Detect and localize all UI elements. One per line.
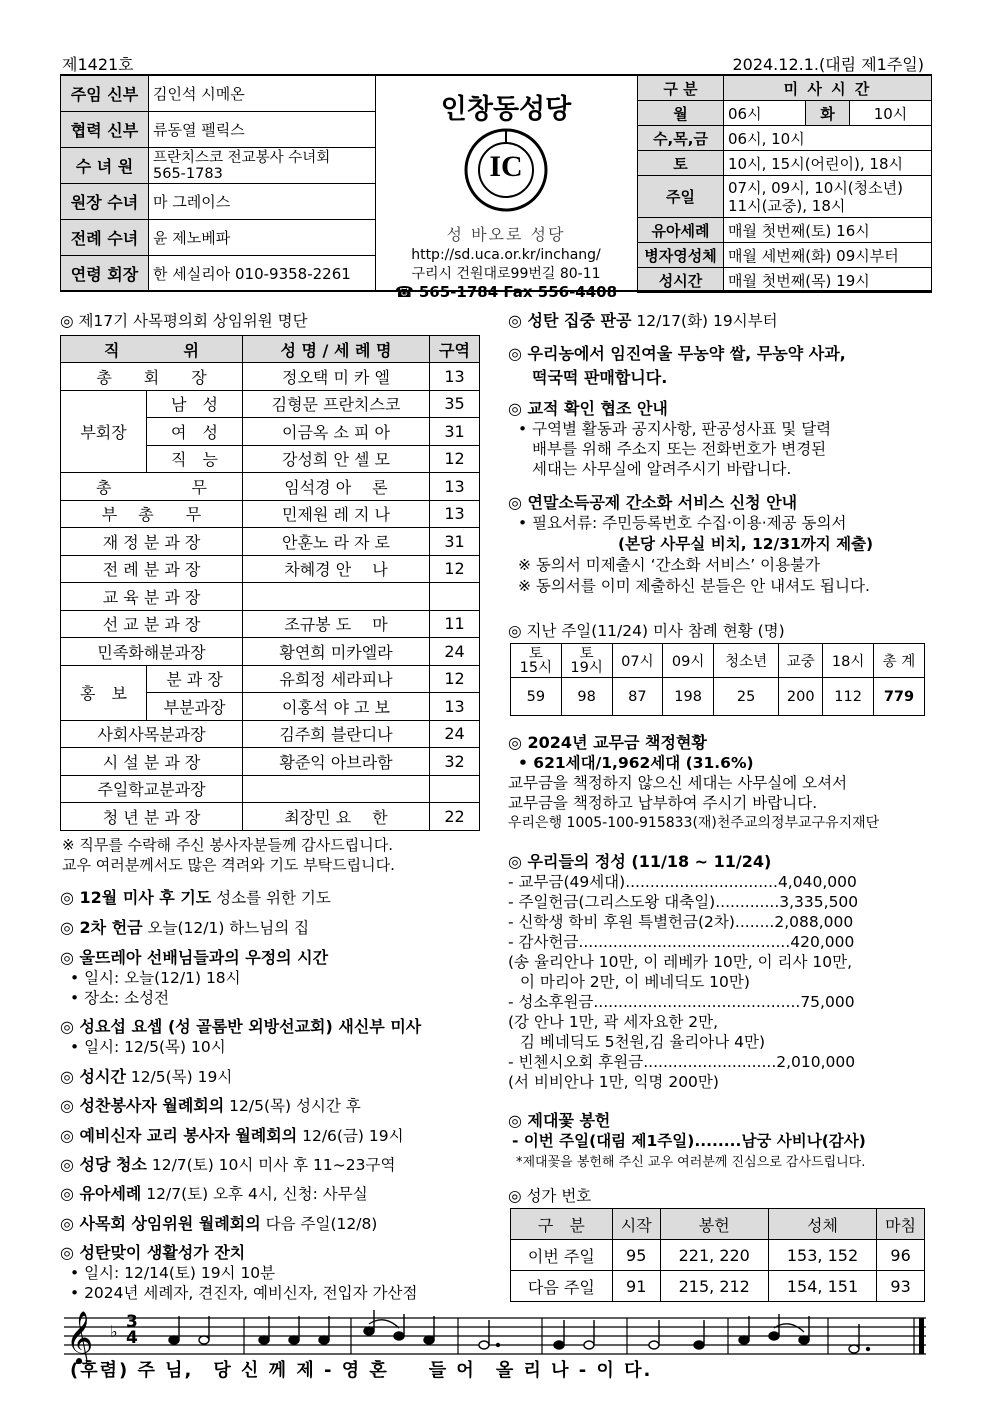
sched-day: 병자영성체 (638, 243, 724, 268)
sched-day: 화 (806, 101, 850, 126)
notice-rice: ◎ 우리농에서 임진여울 무농약 쌀, 무농약 사과, 떡국떡 판매합니다. (508, 344, 846, 387)
notice: ◎ 12월 미사 후 기도 성소를 위한 기도 (60, 888, 331, 907)
notice: ◎ 사목회 상임위원 월례회의 다음 주일(12/8) (60, 1214, 378, 1233)
staff-name: 한 세실리아 010-9358-2261 (149, 256, 376, 292)
time-signature: 3 4 (126, 1312, 138, 1348)
notice: ◎ 성시간 12/5(목) 19시 (60, 1067, 233, 1086)
council-title: ◎ 제17기 사목평의회 상임위원 명단 (60, 312, 308, 330)
notice-roster: ◎ 교적 확인 협조 안내 • 구역별 활동과 공지사항, 판공성사표 및 달력 배부를 위해 주소지 또는 전화번호가 변경된 세대는 사무실에 알려주시기 바랍니다. (508, 399, 832, 478)
table-row: 직 능 강성희 안 셀 모 12 (61, 445, 480, 473)
header-bottom-rule (60, 290, 932, 292)
hymn-table: 구 분 시작 봉헌 성체 마침 이번 주일 95 221, 220 153, 152 96 다음 주일 91 215, 212 154, 151 93 (510, 1208, 925, 1302)
staff-name: 김인석 시메온 (149, 76, 376, 112)
notice: ◎ 성탄맞이 생활성가 잔치 • 일시: 12/14(토) 19시 10분 • 2024년 세례자, 견진자, 예비신자, 전입자 가산점 (60, 1243, 418, 1302)
attendance-table: 토 15시 토 19시 07시 09시 청소년 교중 18시 총 계 59 98 87 198 25 200 112 779 (510, 643, 925, 716)
sched-time: 매월 첫번째(목) 19시 (724, 268, 932, 293)
staff-role: 수 녀 원 (61, 148, 149, 184)
patron-name: 성 바오로 성당 (446, 225, 566, 244)
table-row: 교 육 분 과 장 (61, 583, 480, 611)
sched-day: 유아세례 (638, 218, 724, 243)
sched-time: 매월 첫번째(토) 16시 (724, 218, 932, 243)
parish-url[interactable]: http://sd.uca.or.kr/inchang/ (411, 247, 601, 263)
sched-day: 수,목,금 (638, 126, 724, 151)
sched-time: 07시, 09시, 10시(청소년) (728, 178, 903, 197)
parish-logo (464, 128, 548, 212)
notice-flowers: ◎ 제대꽃 봉헌 - 이번 주일(대림 제1주일)........남궁 사비나(감사) *제대꽃을 봉헌해 주신 교우 여러분께 진심으로 감사드립니다. (508, 1111, 866, 1170)
table-row: 전 례 분 과 장 차혜경 안 나 12 (61, 555, 480, 583)
notice-dues: ◎ 2024년 교무금 책정현황 • 621세대/1,962세대 (31.6%) 교무금을 책정하지 않으신 세대는 사무실에 오셔서 교무금을 책정하고 납부하여 주시기 바랍니다. 우리은행 1005-100-915833(재)천주교의정부교구유지재단 (508, 733, 880, 831)
sched-time: 10시 (850, 101, 932, 126)
sched-day: 주일 (638, 176, 724, 218)
sched-day: 토 (638, 151, 724, 176)
refrain-lyrics: (후렴) 주 님, 당 신 께 제 - 영 혼 들 어 올 리 나 - 이 다. (70, 1360, 653, 1381)
table-row: 청 년 분 과 장 최장민 요 한 22 (61, 803, 480, 831)
sched-day: 월 (638, 101, 724, 126)
sched-time: 11시(교중), 18시 (728, 196, 846, 215)
col-header: 직 위 (61, 336, 243, 363)
staff-role: 협력 신부 (61, 112, 149, 148)
notice: ◎ 유아세례 12/7(토) 오후 4시, 신청: 사무실 (60, 1184, 368, 1203)
table-row: 총 무 임석경 아 론 13 (61, 473, 480, 501)
sched-time: 매월 세번째(화) 09시부터 (724, 243, 932, 268)
sched-day: 성시간 (638, 268, 724, 293)
notice-confession: ◎ 성탄 집중 판공 12/17(화) 19시부터 (508, 311, 778, 330)
table-row: 시 설 분 과 장 황준익 아브라함 32 (61, 748, 480, 776)
sched-head: 미 사 시 간 (724, 76, 932, 101)
staff-role: 전례 수녀 (61, 220, 149, 256)
parish-phone: ☎ 565-1784 Fax 556-4408 (394, 283, 618, 301)
flat-sign: ♭ (110, 1322, 118, 1341)
table-row: 이번 주일 95 221, 220 153, 152 96 (511, 1240, 925, 1271)
table-row: 여 성 이금옥 소 피 아 31 (61, 418, 480, 446)
staff-role: 주임 신부 (61, 76, 149, 112)
svg-text:𝄞: 𝄞 (66, 1310, 94, 1364)
staff-table (60, 75, 376, 292)
mass-schedule (637, 75, 932, 293)
staff-name: 마 그레이스 (149, 184, 376, 220)
sched-time: 06시 (724, 101, 806, 126)
notice-tax: ◎ 연말소득공제 간소화 서비스 신청 안내 • 필요서류: 주민등록번호 수집·이용·제공 동의서 (본당 사무실 비치, 12/31까지 제출) ※ 동의서 미제출시 ‘간소화 서비스’ 이용불가 ※ 동의서를 이미 제출하신 분들은 안 내셔도 됩니다. (508, 493, 874, 595)
council-note: ※ 직무를 수락해 주신 봉사자분들께 감사드립니다. (62, 836, 393, 854)
issue-number: 제1421호 (62, 55, 134, 74)
notice: ◎ 성요섭 요셉 (성 골롬반 외방선교회) 새신부 미사 • 일시: 12/5(목) 10시 (60, 1017, 422, 1056)
offerings: ◎ 우리들의 정성 (11/18 ~ 11/24) - 교무금(49세대)...............................4,040,000 - 주일헌금(그리스도왕 대축일).............3,335,500 - 신학생 학비 후원 특별헌금(2차)........2,088,000 - 감사헌금...........................................420,000 (송 율리안나 10만, 이 레베카 10만, 이 리사 10만, 이 마리아 2만, 이 베네딕도 10만) - 성소후원금..........................................75,000 (강 안나 1만, 곽 세자요한 2만, 김 베네딕도 5천원,김 율리아나 4만) - 빈첸시오회 후원금...........................2,010,000 (서 비비안나 1만, 익명 200만) (508, 852, 859, 1091)
staff-name: 류동열 펠릭스 (149, 112, 376, 148)
table-row: 주일학교분과장 (61, 775, 480, 803)
issue-date: 2024.12.1.(대림 제1주일) (732, 55, 924, 74)
attendance-title: ◎ 지난 주일(11/24) 미사 참례 현황 (명) (508, 622, 785, 640)
sched-time: 06시, 10시 (724, 126, 932, 151)
table-row: 홍 보 분 과 장 유희정 세라피나 12 (61, 665, 480, 693)
staff-name: 윤 제노베파 (149, 220, 376, 256)
sched-time: 10시, 15시(어린이), 18시 (724, 151, 932, 176)
col-header: 성 명 / 세 례 명 (243, 336, 430, 363)
notice: ◎ 예비신자 교리 봉사자 월례회의 12/6(금) 19시 (60, 1126, 404, 1145)
notice: ◎ 울뜨레아 선배님들과의 우정의 시간 • 일시: 오늘(12/1) 18시 • 장소: 소성전 (60, 948, 329, 1007)
table-row: 부회장 남 성 김형문 프란치스코 35 (61, 390, 480, 418)
staff-phone: 565-1783 (153, 165, 223, 182)
notice: ◎ 성당 청소 12/7(토) 10시 미사 후 11~23구역 (60, 1155, 396, 1174)
table-row: 재 정 분 과 장 안훈노 라 자 로 31 (61, 528, 480, 556)
notice: ◎ 2차 헌금 오늘(12/1) 하느님의 집 (60, 918, 310, 937)
table-row: 선 교 분 과 장 조규봉 도 마 11 (61, 610, 480, 638)
staff-role: 연령 회장 (61, 256, 149, 292)
staff-role: 원장 수녀 (61, 184, 149, 220)
table-row: 민족화해분과장 황연희 미카엘라 24 (61, 638, 480, 666)
notice: ◎ 성찬봉사자 월례회의 12/5(목) 성시간 후 (60, 1096, 361, 1115)
table-row: 총 회 장 정오택 미 카 엘 13 (61, 363, 480, 391)
logo-letters: IC (489, 150, 523, 183)
sched-head: 구 분 (638, 76, 724, 101)
council-table (60, 335, 480, 831)
parish-name: 인창동성당 (440, 94, 572, 125)
table-row: 다음 주일 91 215, 212 154, 151 93 (511, 1271, 925, 1302)
parish-address: 구리시 건원대로99번길 80-11 (411, 266, 601, 282)
staff-name: 프란치스코 전교봉사 수녀회 (153, 149, 331, 166)
hymn-title: ◎ 성가 번호 (508, 1187, 592, 1205)
council-note: 교우 여러분께서도 많은 격려와 기도 부탁드립니다. (62, 856, 395, 874)
table-row: 부 총 무 민제원 레 지 나 13 (61, 500, 480, 528)
table-row: 부분과장 이홍석 야 고 보 13 (61, 693, 480, 721)
table-row: 사회사목분과장 김주희 블란디나 24 (61, 720, 480, 748)
parish-info (378, 75, 634, 301)
col-header: 구역 (430, 336, 480, 363)
